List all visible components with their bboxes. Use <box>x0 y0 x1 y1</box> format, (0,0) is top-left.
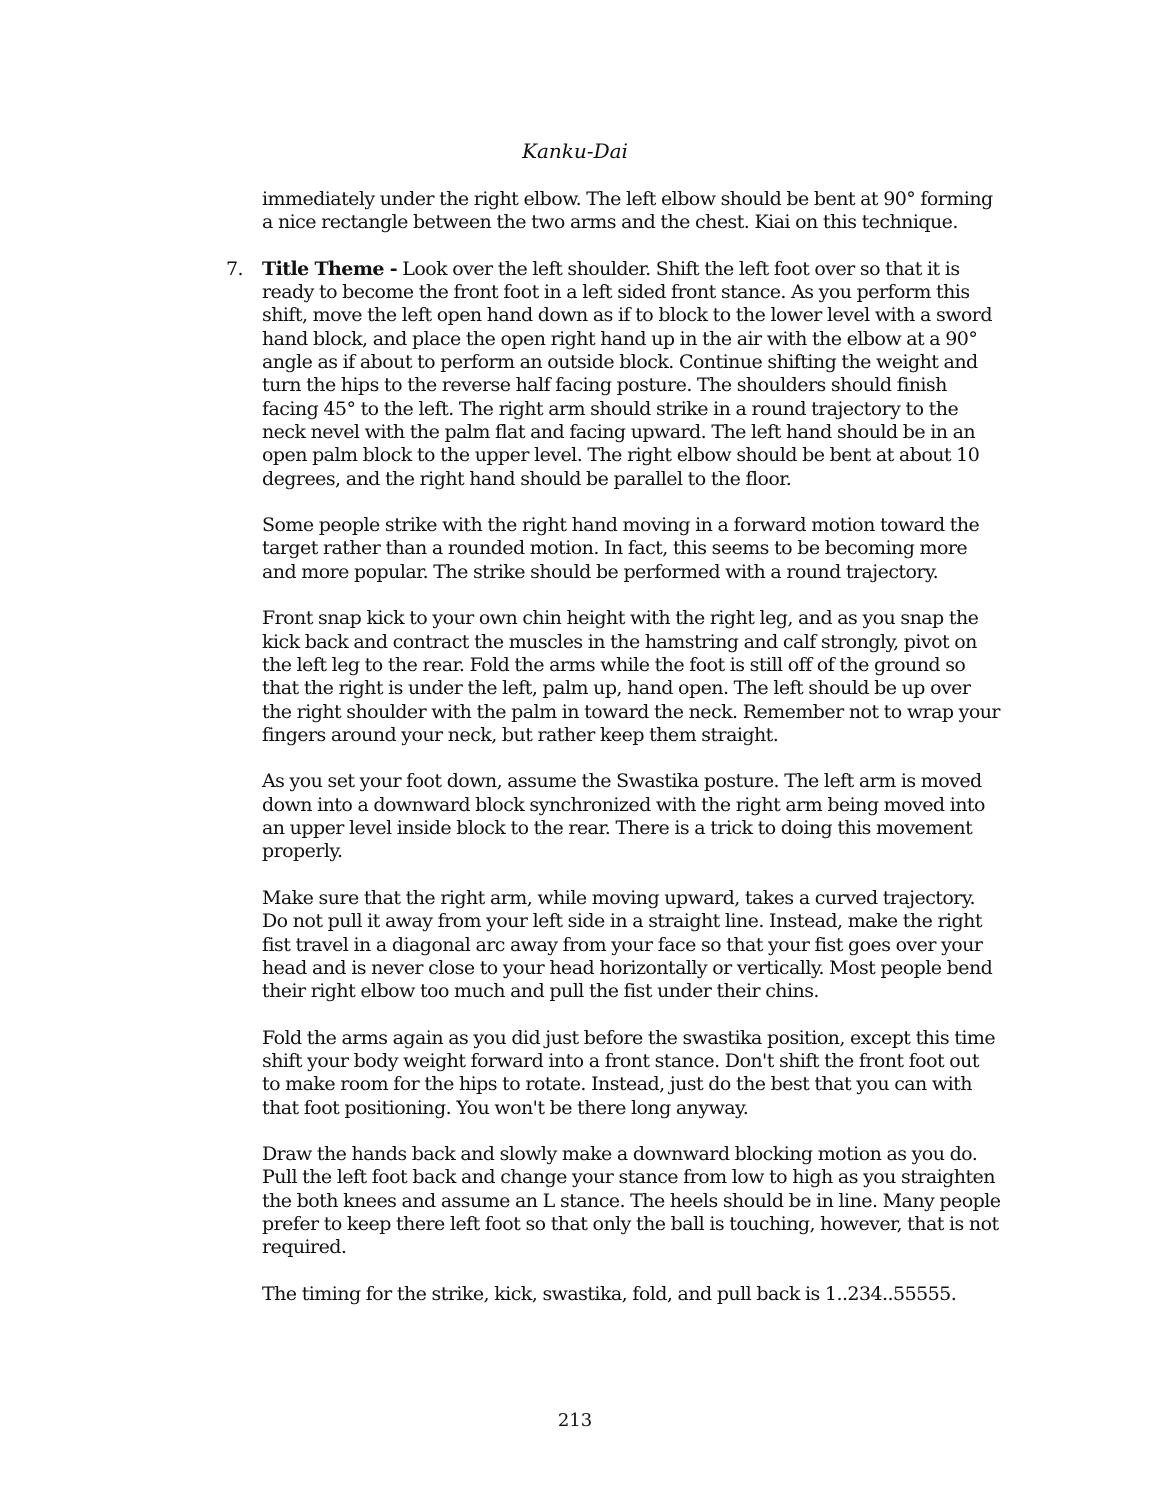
page-number: 213 <box>557 1410 593 1431</box>
step-title: Title Theme - <box>262 257 398 280</box>
paragraph-draw-hands-back: Draw the hands back and slowly make a downward blocking motion as you do. Pull the left foot back and change your stance from low to high as you straighten the both knees and assume an L stance. The heels should be in line. Many people prefer to keep there left foot so that only the ball is touching, however, that is not required. <box>262 1143 1001 1259</box>
step-number: 7. <box>226 257 244 280</box>
continuation-paragraph: immediately under the right elbow. The left elbow should be bent at 90° forming a nice rectangle between the two arms and the chest. Kiai on this technique. <box>262 188 993 234</box>
step-text: Look over the left shoulder. Shift the left foot over so that it is ready to become the front foot in a left sided front stance. As you perform this shift, move the left open hand down as if to block to the lower level with a sword hand block, and place the open right hand up in the air with the elbow at a 90° angle as if about to perform an outside block. Continue shifting the weight and turn the hips to the reverse half facing posture. The shoulders should finish facing 45° to the left. The right arm should strike in a round trajectory to the neck nevel with the palm flat and facing upward. The left hand should be in an open palm block to the upper level. The right elbow should be bent at about 10 degrees, and the right hand should be parallel to the floor. <box>262 257 992 490</box>
body-text <box>226 188 1002 1330</box>
paragraph-swastika-posture: As you set your foot down, assume the Swastika posture. The left arm is moved down into a downward block synchronized with the right arm being moved into an upper level inside block to the rear. There is a trick to doing this movement properly. <box>262 770 985 863</box>
paragraph-fold-arms: Fold the arms again as you did just before the swastika position, except this time shift your body weight forward into a front stance. Don't shift the front foot out to make room for the hips to rotate. Instead, just do the best that you can with that foot positioning. You won't be there long anyway. <box>262 1026 996 1119</box>
running-header: Kanku-Dai <box>522 139 628 163</box>
paragraph-front-snap-kick: Front snap kick to your own chin height with the right leg, and as you snap the kick back and contract the muscles in the hamstring and calf strongly, pivot on the left leg to the rear. Fold the arms while the foot is still off of the ground so that the right is under the left, palm up, hand open. The left should be up over the right shoulder with the palm in toward the neck. Remember not to wrap your fingers around your neck, but rather keep them straight. <box>262 607 1000 746</box>
step-7-item <box>226 257 1002 491</box>
paragraph-timing: The timing for the strike, kick, swastika, fold, and pull back is 1..234..55555. <box>262 1282 957 1305</box>
paragraph-curved-trajectory: Make sure that the right arm, while moving upward, takes a curved trajectory. Do not pull it away from your left side in a straight line. Instead, make the right fist travel in a diagonal arc away from your face so that your fist goes over your head and is never close to your head horizontally or vertically. Most people bend their right elbow too much and pull the fist under their chins. <box>262 886 993 1003</box>
paragraph-round-trajectory: Some people strike with the right hand moving in a forward motion toward the target rather than a rounded motion. In fact, this seems to be becoming more and more popular. The strike should be performed with a round trajectory. <box>262 514 980 583</box>
